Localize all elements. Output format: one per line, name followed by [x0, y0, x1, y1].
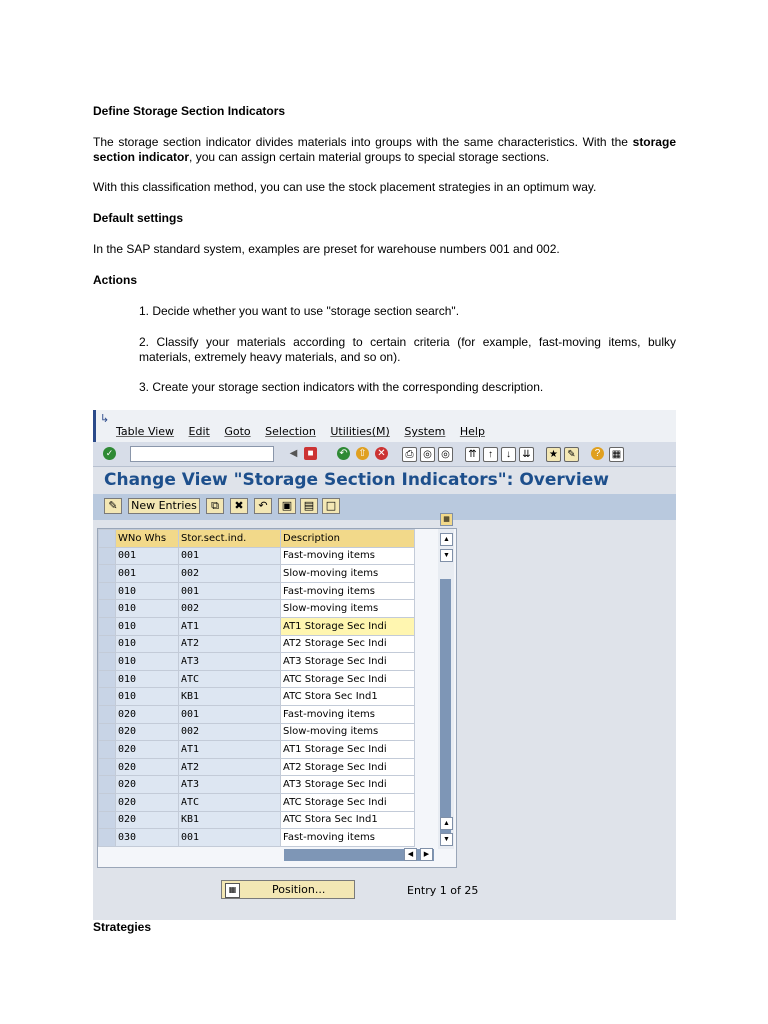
column-header-storage-section[interactable]: Stor.sect.ind.: [179, 530, 281, 548]
description-cell[interactable]: ATC Storage Sec Indi: [281, 670, 415, 688]
layout-menu-icon[interactable]: ▦: [609, 447, 624, 462]
deselect-all-icon[interactable]: □: [322, 498, 340, 514]
menu-system[interactable]: System: [404, 425, 446, 438]
action-item-3: 3. Create your storage section indicators with the corresponding description.: [139, 380, 544, 394]
exit-session-icon[interactable]: ⇧: [356, 447, 369, 460]
new-entries-button[interactable]: New Entries: [128, 498, 200, 514]
warehouse-cell[interactable]: 010: [116, 670, 179, 688]
next-page-icon[interactable]: ↓: [501, 447, 516, 462]
save-icon[interactable]: ■: [304, 447, 317, 460]
table-row[interactable]: [99, 758, 415, 776]
warehouse-cell[interactable]: 020: [116, 741, 179, 759]
storage-section-cell[interactable]: ATC: [179, 670, 281, 688]
storage-section-cell[interactable]: 001: [179, 547, 281, 565]
warehouse-cell[interactable]: 010: [116, 635, 179, 653]
storage-section-cell[interactable]: AT3: [179, 776, 281, 794]
cancel-icon[interactable]: ✕: [375, 447, 388, 460]
default-settings-text: In the SAP standard system, examples are preset for warehouse numbers 001 and 002.: [93, 242, 560, 256]
warehouse-cell[interactable]: 001: [116, 565, 179, 583]
column-settings-icon[interactable]: ▦: [440, 513, 453, 526]
table-row[interactable]: [99, 811, 415, 829]
table-row[interactable]: [99, 723, 415, 741]
storage-section-cell[interactable]: 002: [179, 723, 281, 741]
actions-heading: Actions: [93, 273, 138, 287]
table-row[interactable]: [99, 829, 415, 847]
table-row[interactable]: [99, 688, 415, 706]
sap-menu: [116, 425, 496, 438]
description-cell[interactable]: AT2 Storage Sec Indi: [281, 758, 415, 776]
storage-section-cell[interactable]: 002: [179, 565, 281, 583]
application-toolbar: [93, 494, 676, 520]
table-row[interactable]: [99, 741, 415, 759]
row-selector[interactable]: [99, 741, 116, 759]
menu-utilities[interactable]: Utilities(M): [330, 425, 390, 438]
row-selector[interactable]: [99, 635, 116, 653]
description-cell[interactable]: AT1 Storage Sec Indi: [281, 617, 415, 635]
row-selector[interactable]: [99, 617, 116, 635]
new-session-icon[interactable]: ★: [546, 447, 561, 462]
table-row[interactable]: [99, 776, 415, 794]
page-title: Change View "Storage Section Indicators": Overview: [104, 470, 609, 490]
intro-text-1: The storage section indicator divides materials into groups with the same characteristics. With the: [93, 135, 633, 149]
warehouse-cell[interactable]: 020: [116, 705, 179, 723]
warehouse-cell[interactable]: 020: [116, 758, 179, 776]
default-settings-heading: Default settings: [93, 211, 184, 225]
warehouse-cell[interactable]: 010: [116, 617, 179, 635]
table-row[interactable]: [99, 600, 415, 618]
action-item-1: 1. Decide whether you want to use "storage section search".: [139, 304, 460, 318]
table-row[interactable]: [99, 670, 415, 688]
description-cell[interactable]: Fast-moving items: [281, 705, 415, 723]
last-page-icon[interactable]: ⇊: [519, 447, 534, 462]
scroll-page-down-icon[interactable]: ▲: [440, 817, 453, 830]
scroll-page-up-icon[interactable]: ▼: [440, 549, 453, 562]
storage-section-cell[interactable]: AT2: [179, 635, 281, 653]
intro-text-2: , you can assign certain material groups to special storage sections.: [189, 150, 550, 164]
storage-section-cell[interactable]: AT2: [179, 758, 281, 776]
classification-paragraph: With this classification method, you can use the stock placement strategies in an optimum way.: [93, 180, 597, 194]
description-cell[interactable]: AT3 Storage Sec Indi: [281, 776, 415, 794]
description-cell[interactable]: Slow-moving items: [281, 565, 415, 583]
storage-section-table: [98, 529, 415, 847]
entry-count: Entry 1 of 25: [407, 884, 479, 897]
storage-section-cell[interactable]: AT3: [179, 653, 281, 671]
row-selector[interactable]: [99, 776, 116, 794]
table-row[interactable]: [99, 565, 415, 583]
description-cell[interactable]: Fast-moving items: [281, 582, 415, 600]
undo-icon[interactable]: ↶: [254, 498, 272, 514]
table-row[interactable]: [99, 653, 415, 671]
intro-paragraph: [93, 135, 676, 165]
print-icon[interactable]: ⎙: [402, 447, 417, 462]
exit-icon[interactable]: ↳: [100, 413, 110, 425]
vertical-scrollbar[interactable]: [438, 516, 454, 849]
description-cell[interactable]: Slow-moving items: [281, 600, 415, 618]
row-selector[interactable]: [99, 723, 116, 741]
storage-section-cell[interactable]: KB1: [179, 811, 281, 829]
warehouse-cell[interactable]: 030: [116, 829, 179, 847]
column-header-warehouse[interactable]: WNo Whs: [116, 530, 179, 548]
row-selector[interactable]: [99, 688, 116, 706]
description-cell[interactable]: Fast-moving items: [281, 829, 415, 847]
row-selector[interactable]: [99, 600, 116, 618]
row-selector[interactable]: [99, 705, 116, 723]
storage-section-cell[interactable]: ATC: [179, 793, 281, 811]
storage-section-cell[interactable]: 001: [179, 582, 281, 600]
display-change-icon[interactable]: ✎: [104, 498, 122, 514]
storage-section-cell[interactable]: AT1: [179, 617, 281, 635]
back-arrow-icon[interactable]: ◀: [289, 448, 298, 459]
position-icon: ▦: [225, 883, 240, 898]
description-cell[interactable]: ATC Stora Sec Ind1: [281, 811, 415, 829]
warehouse-cell[interactable]: 020: [116, 793, 179, 811]
warehouse-cell[interactable]: 020: [116, 723, 179, 741]
position-label: Position...: [272, 883, 326, 896]
warehouse-cell[interactable]: 020: [116, 776, 179, 794]
table-row[interactable]: [99, 547, 415, 565]
column-header-description[interactable]: Description: [281, 530, 415, 548]
help-icon[interactable]: ?: [591, 447, 604, 460]
delete-icon[interactable]: ✖: [230, 498, 248, 514]
table-control: [97, 516, 457, 868]
previous-page-icon[interactable]: ↑: [483, 447, 498, 462]
row-selector[interactable]: [99, 582, 116, 600]
doc-heading: Define Storage Section Indicators: [93, 104, 286, 118]
row-selector[interactable]: [99, 670, 116, 688]
enter-icon[interactable]: ✓: [103, 447, 116, 460]
shortcut-icon[interactable]: ✎: [564, 447, 579, 462]
sap-screenshot: [93, 410, 676, 920]
description-cell[interactable]: Fast-moving items: [281, 547, 415, 565]
warehouse-cell[interactable]: 010: [116, 600, 179, 618]
warehouse-cell[interactable]: 010: [116, 582, 179, 600]
first-page-icon[interactable]: ⇈: [465, 447, 480, 462]
description-cell[interactable]: AT3 Storage Sec Indi: [281, 653, 415, 671]
warehouse-cell[interactable]: 010: [116, 653, 179, 671]
table-row[interactable]: [99, 582, 415, 600]
copy-icon[interactable]: ⧉: [206, 498, 224, 514]
description-cell[interactable]: AT1 Storage Sec Indi: [281, 741, 415, 759]
storage-section-cell[interactable]: 001: [179, 705, 281, 723]
table-row[interactable]: [99, 793, 415, 811]
row-selector[interactable]: [99, 829, 116, 847]
row-selector[interactable]: [99, 758, 116, 776]
scroll-up-icon[interactable]: ▲: [440, 533, 453, 546]
table-row[interactable]: [99, 705, 415, 723]
menu-help[interactable]: Help: [459, 425, 485, 438]
row-selector[interactable]: [99, 653, 116, 671]
back-icon[interactable]: ↶: [337, 447, 350, 460]
find-icon[interactable]: ◎: [420, 447, 435, 462]
select-all-icon[interactable]: ▣: [278, 498, 296, 514]
table-row[interactable]: [99, 635, 415, 653]
row-selector[interactable]: [99, 793, 116, 811]
find-next-icon[interactable]: ◎: [438, 447, 453, 462]
warehouse-cell[interactable]: 010: [116, 688, 179, 706]
description-cell[interactable]: ATC Storage Sec Indi: [281, 793, 415, 811]
row-selector[interactable]: [99, 565, 116, 583]
description-cell[interactable]: Slow-moving items: [281, 723, 415, 741]
select-all-cell[interactable]: [99, 530, 116, 548]
warehouse-cell[interactable]: 001: [116, 547, 179, 565]
storage-section-cell[interactable]: KB1: [179, 688, 281, 706]
storage-section-cell[interactable]: AT1: [179, 741, 281, 759]
vertical-scroll-thumb[interactable]: [440, 579, 451, 834]
description-cell[interactable]: AT2 Storage Sec Indi: [281, 635, 415, 653]
storage-section-cell[interactable]: 001: [179, 829, 281, 847]
table-header-row: [99, 530, 415, 548]
position-button[interactable]: [221, 880, 355, 899]
scroll-right-icon[interactable]: ▶: [420, 848, 433, 861]
description-cell[interactable]: ATC Stora Sec Ind1: [281, 688, 415, 706]
scroll-left-icon[interactable]: ◀: [404, 848, 417, 861]
scroll-down-icon[interactable]: ▼: [440, 833, 453, 846]
menu-selection[interactable]: Selection: [265, 425, 316, 438]
table-row[interactable]: [99, 617, 415, 635]
select-block-icon[interactable]: ▤: [300, 498, 318, 514]
row-selector[interactable]: [99, 547, 116, 565]
menu-goto[interactable]: Goto: [224, 425, 251, 438]
row-selector[interactable]: [99, 811, 116, 829]
sap-menubar: [93, 410, 676, 442]
intro-bold: storage section indicator: [93, 135, 676, 164]
action-item-2: 2. Classify your materials according to certain criteria (for example, fast-moving items, bulky materials, extremely heavy materials, and so on).: [139, 335, 676, 364]
sap-toolbar: [93, 442, 676, 467]
menu-edit[interactable]: Edit: [188, 425, 210, 438]
storage-section-cell[interactable]: 002: [179, 600, 281, 618]
warehouse-cell[interactable]: 020: [116, 811, 179, 829]
command-field[interactable]: [130, 446, 274, 462]
menu-table-view[interactable]: Table View: [116, 425, 175, 438]
strategies-heading: Strategies: [93, 920, 152, 934]
